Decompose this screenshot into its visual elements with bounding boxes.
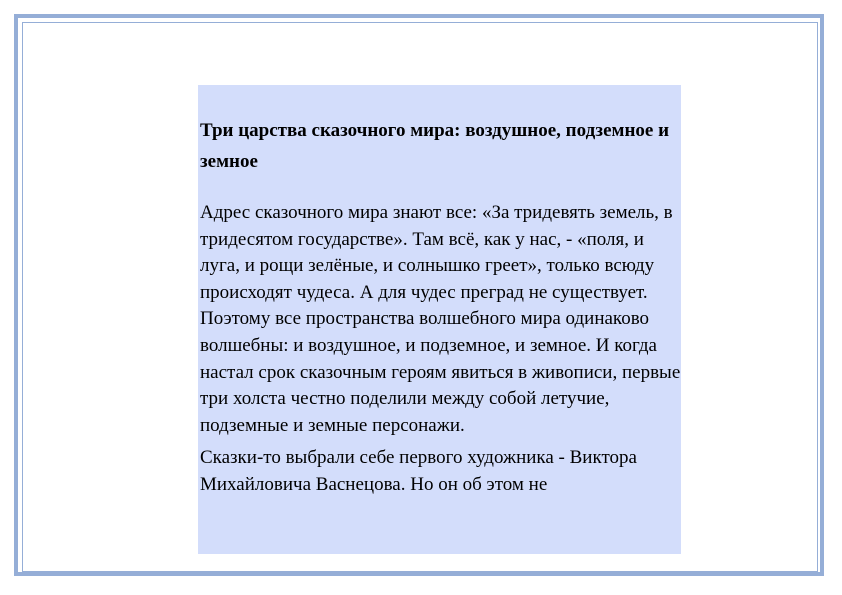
body-paragraph-1: Адрес сказочного мира знают все: «За тридевять земель, в тридесятом государстве». Там всё, как у нас, - «поля, и луга, и рощи зелёные, и солнышко греет», только всюду происходят чудеса. А для чудес преград не существует. Поэтому все пространства волшебного мира одинаково волшебны: и воздушное, и подземное, и земное. И когда настал срок сказочным героям явиться в живописи, первые три холста честно поделили между собой летучие, подземные и земные персонажи. — [200, 202, 681, 436]
slide-title: Три царства сказочного мира: воздушное, подземное и земное — [200, 120, 670, 172]
body-paragraph-2: Сказки-то выбрали себе первого художника - Виктора Михайловича Васнецова. Но он об этом не — [200, 447, 637, 495]
text-box — [198, 85, 681, 554]
